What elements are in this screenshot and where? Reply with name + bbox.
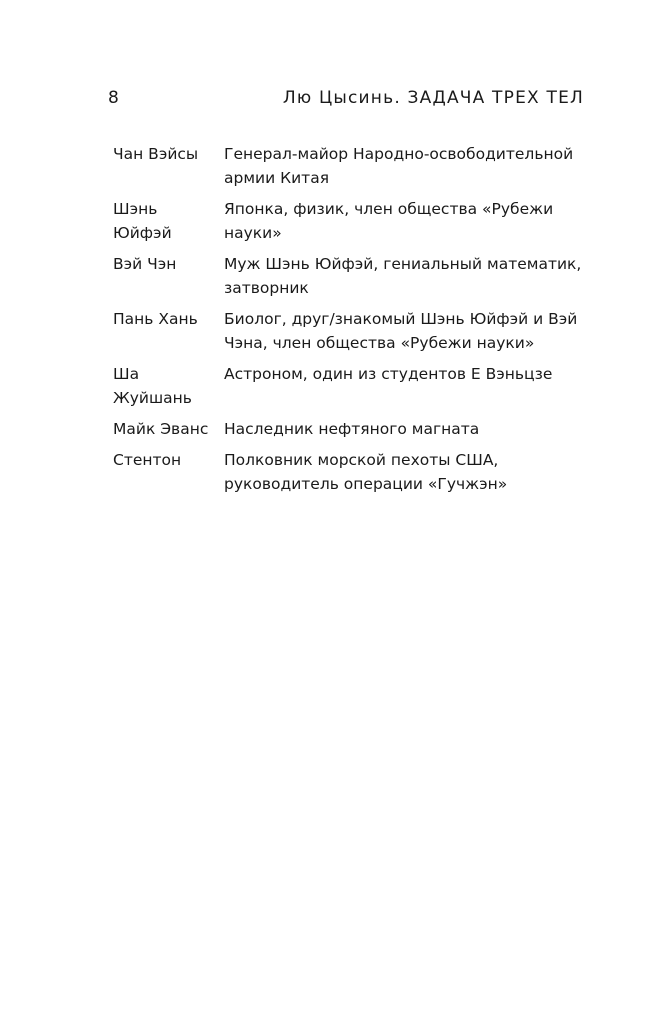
character-description: Генерал-майор Народно-освободительной армии Китая	[224, 145, 574, 187]
character-entry	[113, 142, 583, 190]
character-description: Биолог, друг/знакомый Шэнь Юйфэй и Вэй Чэна, член общества «Рубежи науки»	[224, 310, 578, 352]
character-description: Муж Шэнь Юйфэй, гениальный математик, затворник	[224, 255, 582, 297]
character-entry	[113, 448, 583, 496]
running-title: Лю Цысинь. ЗАДАЧА ТРЕХ ТЕЛ	[282, 88, 584, 108]
page-number: 8	[108, 88, 119, 108]
character-entry	[113, 417, 583, 441]
character-entry	[113, 362, 583, 410]
character-entry	[113, 252, 583, 300]
character-list	[113, 142, 583, 503]
character-name: Вэй Чэн	[113, 255, 177, 273]
character-description: Японка, физик, член общества «Рубежи науки»	[224, 200, 554, 242]
character-name: Майк Эванс	[113, 420, 209, 438]
character-name: Ша Жуйшань	[113, 365, 192, 407]
character-description: Полковник морской пехоты США, руководитель операции «Гучжэн»	[224, 451, 508, 493]
running-head	[108, 86, 584, 110]
character-description: Астроном, один из студентов Е Вэньцзе	[224, 365, 553, 383]
character-name: Пань Хань	[113, 310, 198, 328]
character-name: Чан Вэйсы	[113, 145, 199, 163]
character-name: Стентон	[113, 451, 182, 469]
character-name: Шэнь Юйфэй	[113, 200, 172, 242]
character-entry	[113, 307, 583, 355]
character-description: Наследник нефтяного магната	[224, 420, 480, 438]
character-entry	[113, 197, 583, 245]
